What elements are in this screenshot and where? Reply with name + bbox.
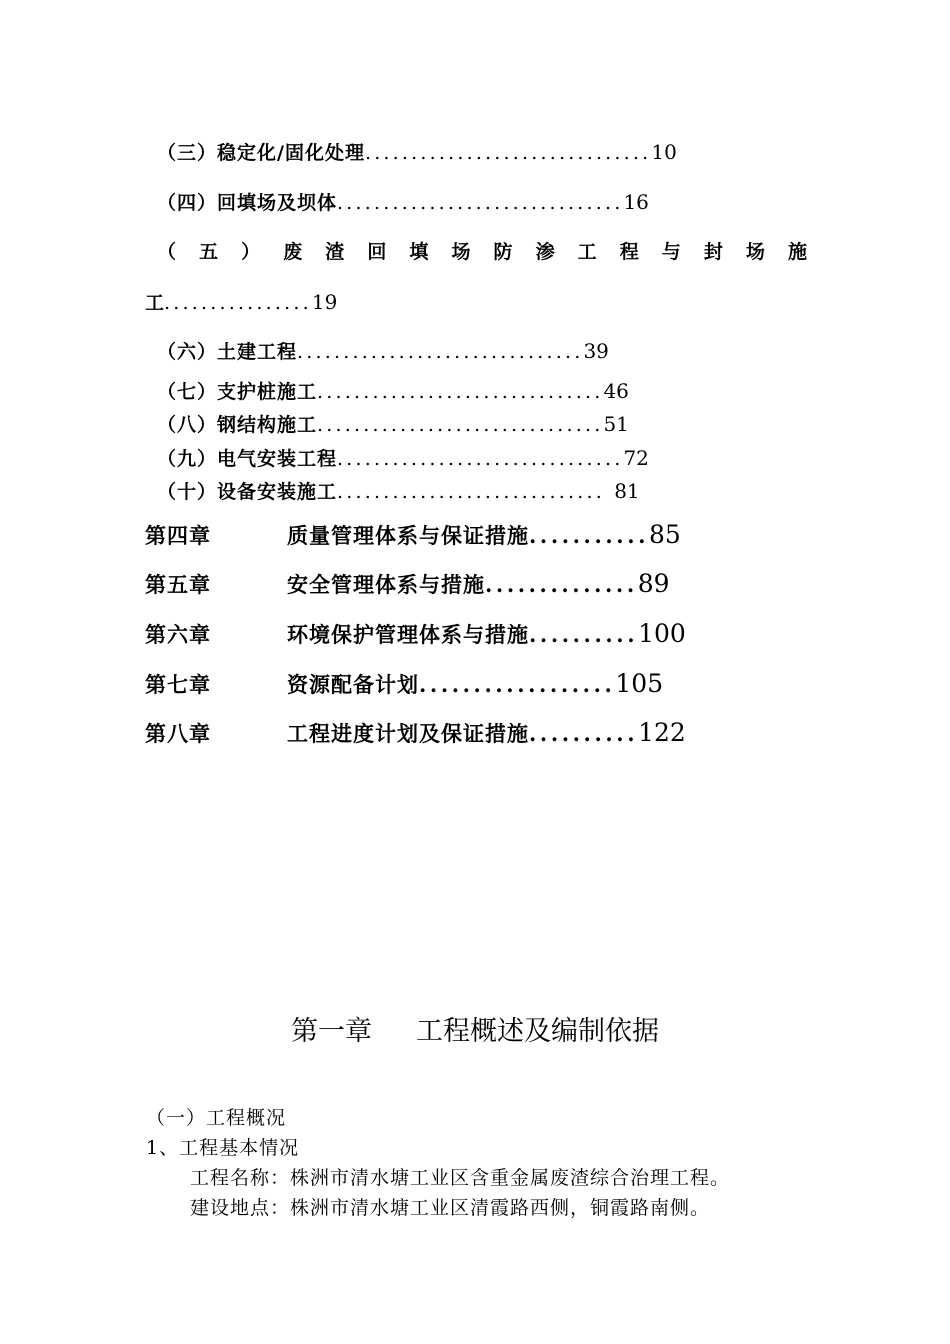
toc-leader-dots: ..........	[529, 721, 639, 746]
toc-page-number: 122	[638, 718, 686, 747]
toc-entry-label: （九）电气安装工程	[157, 448, 338, 470]
toc-chapter-title: 质量管理体系与保证措施	[287, 523, 529, 548]
toc-leader-dots: ................	[164, 292, 312, 314]
toc-entry-label: （七）支护桩施工	[157, 381, 318, 403]
toc-entry[interactable]	[157, 409, 797, 439]
toc-char: 五	[199, 241, 219, 263]
toc-char: 渗	[535, 241, 555, 263]
toc-page-number: 16	[623, 190, 649, 214]
toc-char: ）	[241, 241, 261, 263]
toc-char: 与	[661, 241, 681, 263]
toc-page-number: 39	[583, 339, 609, 363]
toc-chapter-entry[interactable]	[145, 615, 795, 653]
toc-chapter-number: 第四章	[145, 523, 211, 548]
toc-leader-dots: ...............................	[317, 414, 604, 436]
chapter-title: 工程概述及编制依据	[416, 1016, 659, 1047]
toc-chapter-title: 安全管理体系与措施	[287, 572, 485, 597]
toc-entry[interactable]	[157, 187, 797, 217]
toc-entry-label: （三）稳定化/固化处理	[157, 142, 365, 164]
toc-leader-dots: ...............................	[364, 142, 652, 164]
toc-page-number: 51	[603, 412, 629, 436]
toc-leader-dots: ...............................	[337, 448, 624, 470]
toc-chapter-number: 第七章	[145, 672, 211, 697]
toc-char: 防	[493, 241, 513, 263]
toc-char: 封	[703, 241, 723, 263]
toc-char: 场	[451, 241, 471, 263]
toc-char: 施	[787, 241, 807, 263]
toc-leader-dots: ...............................	[317, 381, 604, 403]
toc-entry-label: （四）回填场及坝体	[157, 192, 338, 214]
toc-chapter-title: 环境保护管理体系与措施	[287, 622, 529, 647]
project-name-text: 工程名称：株洲市清水塘工业区含重金属废渣综合治理工程。	[190, 1167, 731, 1189]
toc-entry-label: 工	[145, 292, 165, 314]
toc-chapter-title: 工程进度计划及保证措施	[287, 721, 529, 746]
toc-char: 渣	[325, 241, 345, 263]
toc-page-number: 46	[603, 379, 629, 403]
toc-entry[interactable]	[157, 376, 797, 406]
toc-chapter-number: 第五章	[145, 572, 211, 597]
project-location-text: 建设地点：株洲市清水塘工业区清霞路西侧，铜霞路南侧。	[190, 1197, 711, 1219]
toc-char: 场	[745, 241, 765, 263]
toc-leader-dots: .............................	[337, 481, 615, 503]
chapter-number: 第一章	[291, 1016, 372, 1047]
toc-page-number: 72	[623, 446, 649, 470]
toc-page-number: 81	[614, 479, 640, 503]
toc-leader-dots: ..............	[485, 572, 638, 597]
toc-char: 工	[577, 241, 597, 263]
toc-entry-label: （十）设备安装施工	[157, 481, 338, 503]
toc-entry[interactable]	[157, 137, 797, 167]
toc-leader-dots: ...............................	[337, 192, 624, 214]
toc-leader-dots: ..........	[529, 622, 639, 647]
toc-entry-label: （八）钢结构施工	[157, 414, 318, 436]
toc-chapter-entry[interactable]	[145, 714, 795, 752]
toc-entry-label: （六）土建工程	[157, 341, 298, 363]
toc-chapter-number: 第六章	[145, 622, 211, 647]
toc-page-number: 19	[311, 290, 338, 314]
toc-leader-dots: ..................	[419, 672, 616, 697]
toc-entry-justified-top[interactable]	[157, 235, 807, 269]
toc-chapter-number: 第八章	[145, 721, 211, 746]
toc-chapter-entry[interactable]	[145, 565, 795, 603]
toc-leader-dots: ...............................	[297, 341, 584, 363]
toc-page-number: 105	[615, 669, 664, 698]
toc-page-number: 100	[638, 619, 686, 648]
toc-char: （	[157, 241, 177, 263]
toc-char: 程	[619, 241, 639, 263]
toc-entry[interactable]	[157, 443, 797, 473]
toc-chapter-title: 资源配备计划	[287, 672, 419, 697]
toc-chapter-entry[interactable]	[145, 665, 795, 703]
toc-entry[interactable]	[157, 336, 797, 366]
toc-chapter-entry[interactable]	[145, 516, 795, 554]
toc-page-number: 10	[651, 140, 677, 164]
subsection-heading: （一）工程概况	[146, 1107, 287, 1129]
toc-entry-justified-bottom[interactable]	[145, 285, 545, 319]
toc-char: 回	[367, 241, 387, 263]
toc-entry[interactable]	[157, 476, 797, 506]
toc-char: 废	[283, 241, 303, 263]
toc-leader-dots: ...........	[529, 523, 650, 548]
chapter-heading	[0, 1010, 950, 1054]
item-heading: 1、工程基本情况	[146, 1137, 300, 1159]
toc-page-number: 85	[649, 520, 681, 549]
toc-page-number: 89	[637, 569, 670, 598]
toc-char: 填	[409, 241, 429, 263]
